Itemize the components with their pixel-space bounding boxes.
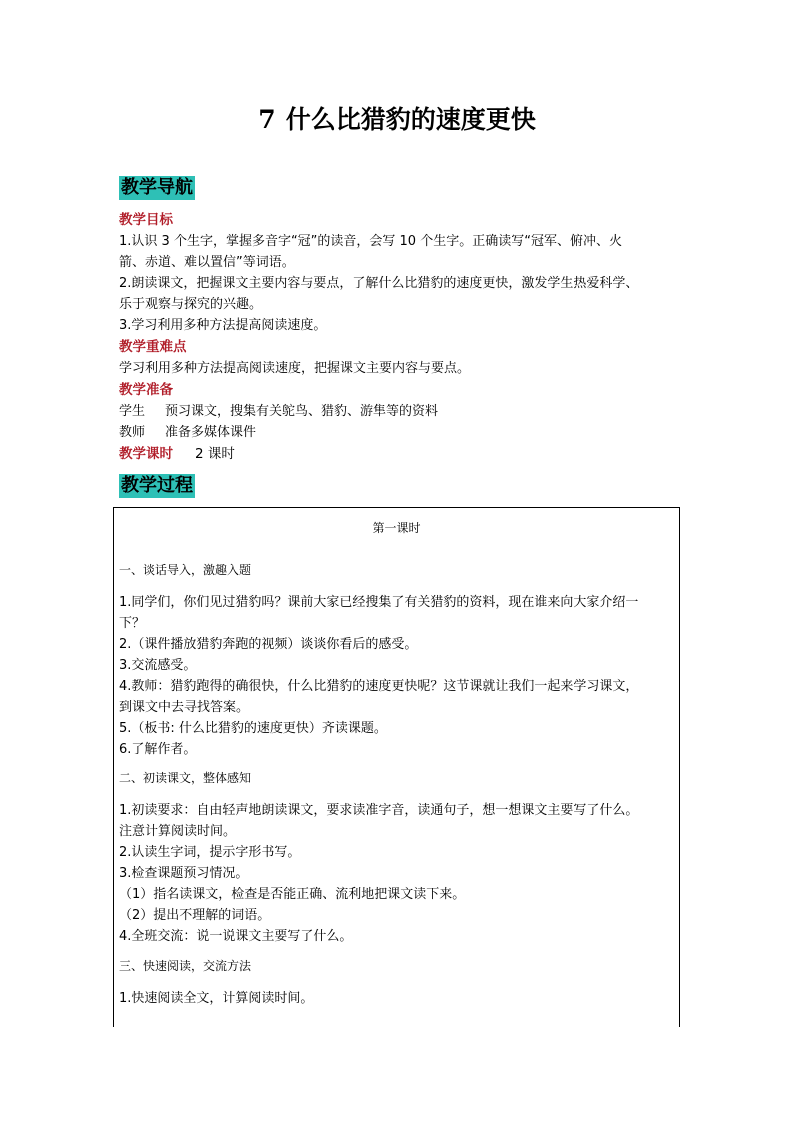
part2-line: 注意计算阅读时间。 bbox=[119, 824, 237, 839]
part1-line: 3.交流感受。 bbox=[119, 658, 197, 673]
prep-teacher-role: 教师 bbox=[119, 425, 146, 440]
goal-line: 2.朗读课文，把握课文主要内容与要点，了解什么比猎豹的速度更快，激发学生热爱科学、 bbox=[119, 276, 639, 291]
part1-line: 4.教师：猎豹跑得的确很快，什么比猎豹的速度更快呢？这节课就让我们一起来学习课文， bbox=[119, 679, 639, 694]
part3-line: 1.快速阅读全文，计算阅读时间。 bbox=[119, 991, 314, 1006]
goal-line: 3.学习利用多种方法提高阅读速度。 bbox=[119, 318, 327, 333]
lesson-period-title: 第一课时 bbox=[372, 521, 421, 535]
prep-teacher-line bbox=[119, 422, 689, 443]
part1-line: 到课文中去寻找答案。 bbox=[119, 700, 250, 715]
part1-line: 2.（课件播放猎豹奔跑的视频）谈谈你看后的感受。 bbox=[119, 637, 418, 652]
prep-teacher-text: 准备多媒体课件 bbox=[165, 425, 257, 440]
goal-line: 乐于观察与探究的兴趣。 bbox=[119, 297, 263, 312]
key-points-heading: 教学重难点 bbox=[119, 339, 187, 355]
part1-line: 6.了解作者。 bbox=[119, 742, 197, 757]
key-points-text: 学习利用多种方法提高阅读速度，把握课文主要内容与要点。 bbox=[119, 361, 471, 376]
part2-line: （2）提出不理解的词语。 bbox=[119, 908, 271, 923]
section-banner-process: 教学过程 bbox=[121, 475, 193, 496]
prep-student-line bbox=[119, 401, 689, 422]
part2-line: 3.检查课题预习情况。 bbox=[119, 866, 249, 881]
part1-line: 5.（板书: 什么比猎豹的速度更快）齐读课题。 bbox=[119, 721, 387, 736]
periods-heading bbox=[119, 444, 235, 464]
part2-line: 2.认读生字词，提示字形书写。 bbox=[119, 845, 301, 860]
section-banner-nav: 教学导航 bbox=[121, 177, 193, 198]
part1-line: 下？ bbox=[119, 616, 146, 631]
periods-label: 教学课时 bbox=[119, 446, 173, 462]
part1-line: 1.同学们，你们见过猎豹吗？课前大家已经搜集了有关猎豹的资料，现在谁来向大家介绍一 bbox=[119, 595, 639, 610]
lesson-number: 7 bbox=[258, 105, 276, 134]
part2-line: 1.初读要求：自由轻声地朗读课文，要求读准字音，读通句子，想一想课文主要写了什么。 bbox=[119, 803, 639, 818]
part3-heading: 三、快速阅读，交流方法 bbox=[119, 959, 252, 973]
part2-line: 4.全班交流：说一说课文主要写了什么。 bbox=[119, 929, 353, 944]
prep-heading: 教学准备 bbox=[119, 382, 173, 398]
process-table bbox=[113, 507, 680, 1027]
prep-student-text: 预习课文，搜集有关鸵鸟、猎豹、游隼等的资料 bbox=[165, 404, 439, 419]
part1-heading: 一、谈话导入，激趣入题 bbox=[119, 563, 252, 577]
page-title bbox=[0, 102, 794, 138]
goals-heading: 教学目标 bbox=[119, 212, 173, 228]
goal-line: 箭、赤道、难以置信”等词语。 bbox=[119, 255, 295, 270]
lesson-title: 什么比猎豹的速度更快 bbox=[285, 105, 536, 134]
part2-line: （1）指名读课文，检查是否能正确、流利地把课文读下来。 bbox=[119, 887, 466, 902]
part2-heading: 二、初读课文，整体感知 bbox=[119, 771, 252, 785]
periods-value: 2 课时 bbox=[195, 446, 235, 462]
goal-line: 1.认识 3 个生字，掌握多音字“冠”的读音，会写 10 个生字。正确读写“冠军、俯冲、火 bbox=[119, 234, 622, 249]
prep-student-role: 学生 bbox=[119, 404, 146, 419]
